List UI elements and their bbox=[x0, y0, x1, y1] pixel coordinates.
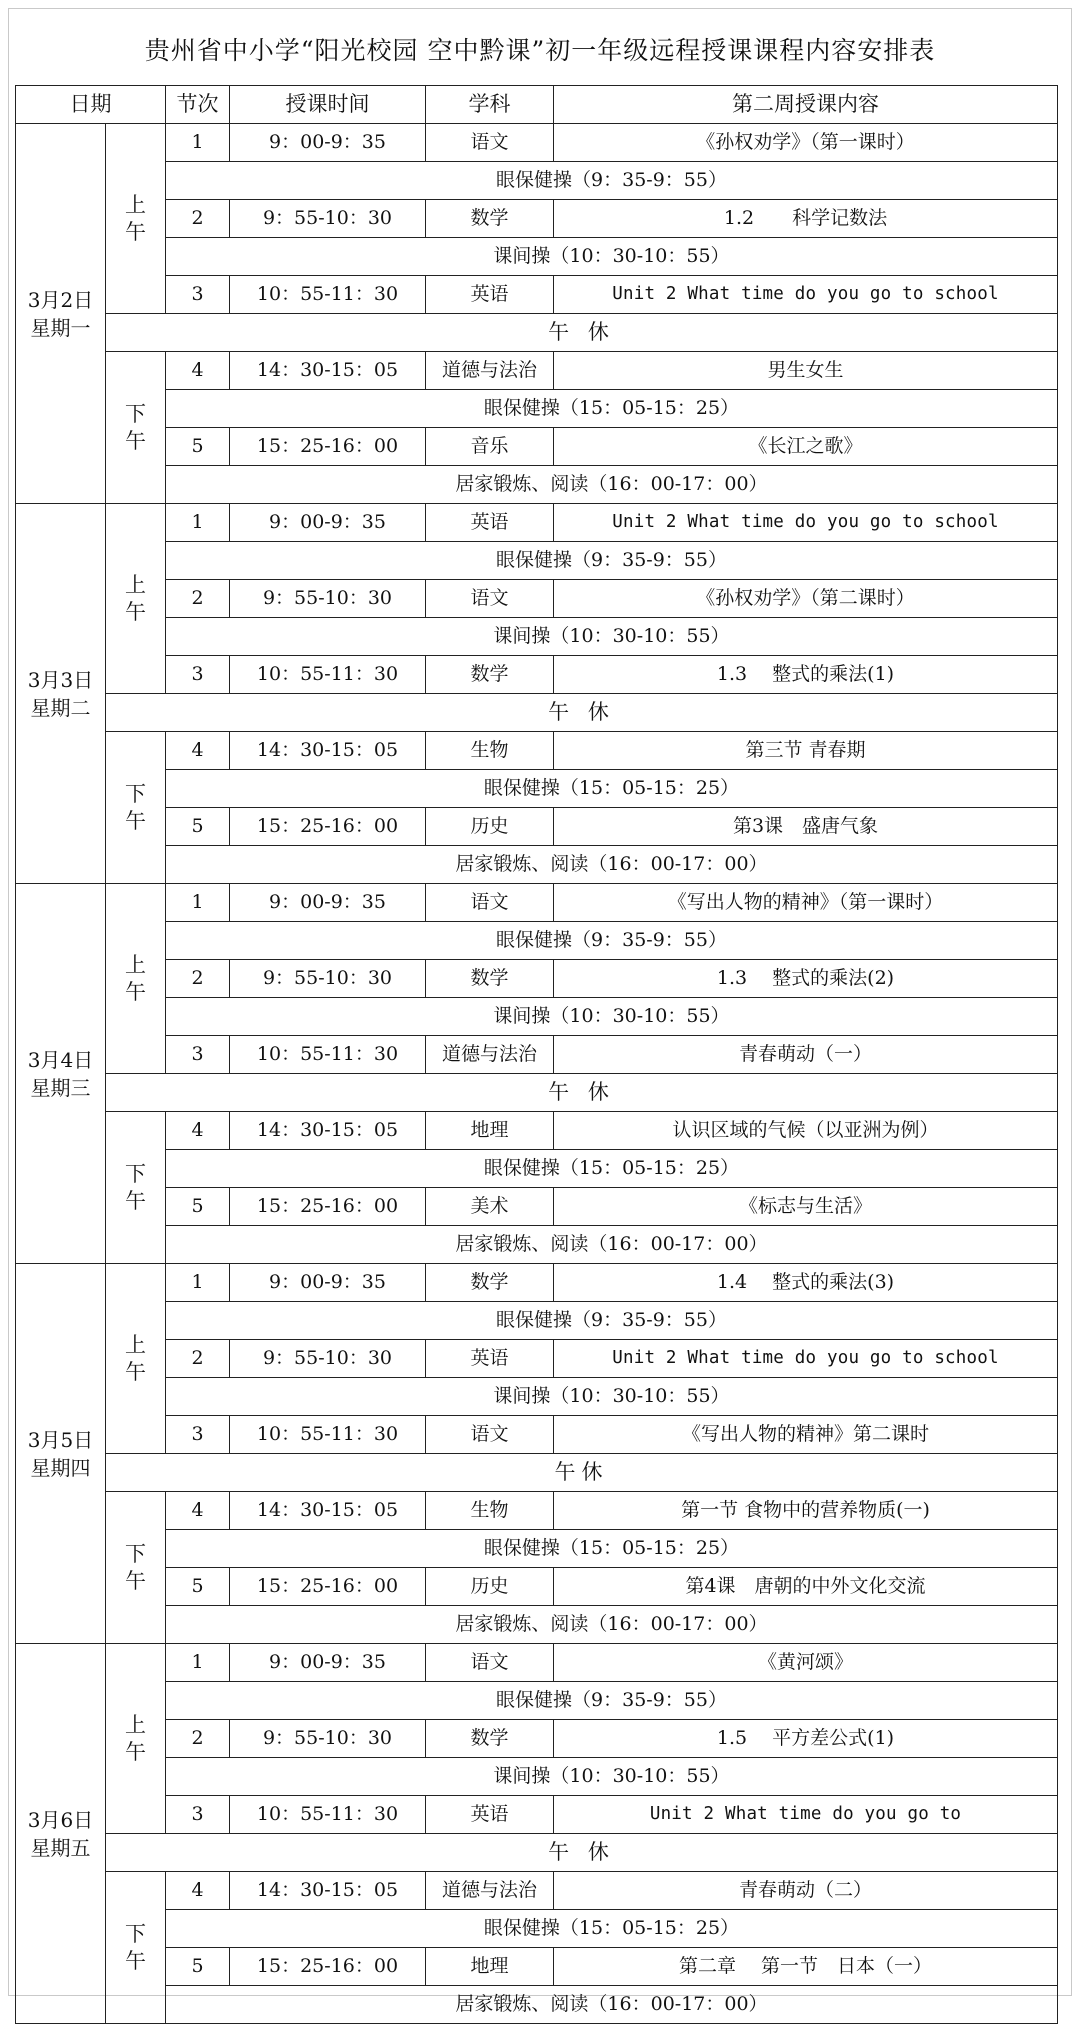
class-row bbox=[16, 1796, 1058, 1834]
class-row bbox=[16, 1568, 1058, 1606]
break-row bbox=[16, 238, 1058, 276]
break-cell: 居家锻炼、阅读（16：00-17：00） bbox=[166, 466, 1058, 504]
class-row bbox=[16, 352, 1058, 390]
subject-cell: 英语 bbox=[426, 276, 554, 314]
class-row bbox=[16, 276, 1058, 314]
class-row bbox=[16, 1720, 1058, 1758]
subject-cell: 音乐 bbox=[426, 428, 554, 466]
period-cell: 1 bbox=[166, 1644, 230, 1682]
break-cell: 眼保健操（9：35-9：55） bbox=[166, 162, 1058, 200]
content-cell: 第4课 唐朝的中外文化交流 bbox=[554, 1568, 1058, 1606]
lunch-row bbox=[16, 1074, 1058, 1112]
class-row bbox=[16, 808, 1058, 846]
time-cell: 14：30-15：05 bbox=[230, 732, 426, 770]
time-cell: 9：55-10：30 bbox=[230, 200, 426, 238]
time-cell: 9：55-10：30 bbox=[230, 1720, 426, 1758]
class-row bbox=[16, 428, 1058, 466]
break-cell: 眼保健操（15：05-15：25） bbox=[166, 1150, 1058, 1188]
class-row bbox=[16, 960, 1058, 998]
break-row bbox=[16, 542, 1058, 580]
break-cell: 居家锻炼、阅读（16：00-17：00） bbox=[166, 846, 1058, 884]
am-label-cell bbox=[106, 1644, 166, 1834]
schedule-body bbox=[16, 124, 1058, 2024]
class-row bbox=[16, 732, 1058, 770]
subject-cell: 语文 bbox=[426, 580, 554, 618]
header-subject: 学科 bbox=[426, 86, 554, 124]
period-cell: 4 bbox=[166, 1872, 230, 1910]
content-cell: Unit 2 What time do you go to school bbox=[554, 504, 1058, 542]
page-title: 贵州省中小学“阳光校园 空中黔课”初一年级远程授课课程内容安排表 bbox=[144, 36, 936, 65]
day-cell bbox=[16, 504, 106, 884]
header-content: 第二周授课内容 bbox=[554, 86, 1058, 124]
content-cell: 第三节 青春期 bbox=[554, 732, 1058, 770]
content-cell: 《孙权劝学》（第一课时） bbox=[554, 124, 1058, 162]
class-row bbox=[16, 1036, 1058, 1074]
time-cell: 14：30-15：05 bbox=[230, 1872, 426, 1910]
lunch-row bbox=[16, 314, 1058, 352]
half-day-label: 下午 bbox=[124, 782, 146, 833]
am-label-cell bbox=[106, 504, 166, 694]
day-weekday: 星期四 bbox=[30, 1455, 91, 1480]
class-row bbox=[16, 1340, 1058, 1378]
pm-label-cell bbox=[106, 732, 166, 884]
day-weekday: 星期三 bbox=[30, 1075, 91, 1100]
document-sheet bbox=[8, 8, 1072, 2016]
class-row bbox=[16, 1492, 1058, 1530]
half-day-label: 下午 bbox=[124, 1922, 146, 1973]
time-cell: 9：55-10：30 bbox=[230, 580, 426, 618]
period-cell: 3 bbox=[166, 1796, 230, 1834]
break-cell: 眼保健操（15：05-15：25） bbox=[166, 390, 1058, 428]
break-row bbox=[16, 1682, 1058, 1720]
content-cell: 《写出人物的精神》（第一课时） bbox=[554, 884, 1058, 922]
pm-label-cell bbox=[106, 1112, 166, 1264]
break-row bbox=[16, 1758, 1058, 1796]
day-date: 3月4日 bbox=[27, 1047, 94, 1072]
subject-cell: 美术 bbox=[426, 1188, 554, 1226]
break-cell: 眼保健操（9：35-9：55） bbox=[166, 922, 1058, 960]
subject-cell: 道德与法治 bbox=[426, 352, 554, 390]
lunch-cell: 午 休 bbox=[106, 694, 1058, 732]
class-row bbox=[16, 124, 1058, 162]
half-day-label: 下午 bbox=[124, 1162, 146, 1213]
content-cell: 1.4 整式的乘法(3) bbox=[554, 1264, 1058, 1302]
content-cell: 《标志与生活》 bbox=[554, 1188, 1058, 1226]
break-cell: 课间操（10：30-10：55） bbox=[166, 238, 1058, 276]
pm-label-cell bbox=[106, 1492, 166, 1644]
class-row bbox=[16, 1416, 1058, 1454]
subject-cell: 地理 bbox=[426, 1112, 554, 1150]
lunch-cell: 午 休 bbox=[106, 314, 1058, 352]
content-cell: 第一节 食物中的营养物质(一) bbox=[554, 1492, 1058, 1530]
break-row bbox=[16, 1986, 1058, 2024]
subject-cell: 道德与法治 bbox=[426, 1036, 554, 1074]
lunch-cell: 午休 bbox=[106, 1454, 1058, 1492]
class-row bbox=[16, 656, 1058, 694]
class-row bbox=[16, 884, 1058, 922]
break-cell: 居家锻炼、阅读（16：00-17：00） bbox=[166, 1606, 1058, 1644]
class-row bbox=[16, 580, 1058, 618]
period-cell: 5 bbox=[166, 1568, 230, 1606]
day-date: 3月3日 bbox=[27, 667, 94, 692]
break-row bbox=[16, 1530, 1058, 1568]
break-cell: 课间操（10：30-10：55） bbox=[166, 618, 1058, 656]
period-cell: 5 bbox=[166, 1948, 230, 1986]
lunch-row bbox=[16, 694, 1058, 732]
content-cell: 第二章 第一节 日本（一） bbox=[554, 1948, 1058, 1986]
time-cell: 9：00-9：35 bbox=[230, 1644, 426, 1682]
header-row bbox=[16, 86, 1058, 124]
period-cell: 3 bbox=[166, 656, 230, 694]
break-cell: 眼保健操（9：35-9：55） bbox=[166, 542, 1058, 580]
period-cell: 3 bbox=[166, 1416, 230, 1454]
break-cell: 眼保健操（15：05-15：25） bbox=[166, 1910, 1058, 1948]
time-cell: 15：25-16：00 bbox=[230, 428, 426, 466]
period-cell: 5 bbox=[166, 808, 230, 846]
pm-label-cell bbox=[106, 352, 166, 504]
content-cell: Unit 2 What time do you go to bbox=[554, 1796, 1058, 1834]
subject-cell: 生物 bbox=[426, 1492, 554, 1530]
time-cell: 9：55-10：30 bbox=[230, 1340, 426, 1378]
class-row bbox=[16, 1948, 1058, 1986]
content-cell: 《黄河颂》 bbox=[554, 1644, 1058, 1682]
half-day-label: 上午 bbox=[124, 573, 146, 624]
time-cell: 14：30-15：05 bbox=[230, 1492, 426, 1530]
lunch-cell: 午 休 bbox=[106, 1074, 1058, 1112]
subject-cell: 数学 bbox=[426, 1264, 554, 1302]
half-day-label: 下午 bbox=[124, 1542, 146, 1593]
header-period: 节次 bbox=[166, 86, 230, 124]
day-cell bbox=[16, 1644, 106, 2024]
content-cell: 男生女生 bbox=[554, 352, 1058, 390]
break-row bbox=[16, 922, 1058, 960]
time-cell: 10：55-11：30 bbox=[230, 1796, 426, 1834]
content-cell: 认识区域的气候（以亚洲为例） bbox=[554, 1112, 1058, 1150]
subject-cell: 英语 bbox=[426, 504, 554, 542]
subject-cell: 数学 bbox=[426, 960, 554, 998]
subject-cell: 历史 bbox=[426, 1568, 554, 1606]
break-row bbox=[16, 618, 1058, 656]
lunch-row bbox=[16, 1454, 1058, 1492]
break-row bbox=[16, 998, 1058, 1036]
time-cell: 9：00-9：35 bbox=[230, 1264, 426, 1302]
subject-cell: 历史 bbox=[426, 808, 554, 846]
subject-cell: 语文 bbox=[426, 124, 554, 162]
half-day-label: 上午 bbox=[124, 1333, 146, 1384]
content-cell: 青春萌动（一） bbox=[554, 1036, 1058, 1074]
period-cell: 5 bbox=[166, 428, 230, 466]
subject-cell: 语文 bbox=[426, 1644, 554, 1682]
pm-label-cell bbox=[106, 1872, 166, 2024]
content-cell: 1.3 整式的乘法(1) bbox=[554, 656, 1058, 694]
break-cell: 课间操（10：30-10：55） bbox=[166, 1758, 1058, 1796]
period-cell: 4 bbox=[166, 1492, 230, 1530]
subject-cell: 英语 bbox=[426, 1796, 554, 1834]
content-cell: 1.2 科学记数法 bbox=[554, 200, 1058, 238]
period-cell: 1 bbox=[166, 124, 230, 162]
subject-cell: 数学 bbox=[426, 656, 554, 694]
subject-cell: 数学 bbox=[426, 1720, 554, 1758]
day-weekday: 星期五 bbox=[30, 1835, 91, 1860]
half-day-label: 上午 bbox=[124, 193, 146, 244]
half-day-label: 上午 bbox=[124, 1713, 146, 1764]
header-time: 授课时间 bbox=[230, 86, 426, 124]
subject-cell: 生物 bbox=[426, 732, 554, 770]
period-cell: 5 bbox=[166, 1188, 230, 1226]
content-cell: 青春萌动（二） bbox=[554, 1872, 1058, 1910]
break-cell: 眼保健操（9：35-9：55） bbox=[166, 1302, 1058, 1340]
subject-cell: 地理 bbox=[426, 1948, 554, 1986]
time-cell: 10：55-11：30 bbox=[230, 276, 426, 314]
class-row bbox=[16, 1644, 1058, 1682]
content-cell: 1.5 平方差公式(1) bbox=[554, 1720, 1058, 1758]
period-cell: 2 bbox=[166, 200, 230, 238]
time-cell: 14：30-15：05 bbox=[230, 352, 426, 390]
subject-cell: 语文 bbox=[426, 1416, 554, 1454]
content-cell: Unit 2 What time do you go to school bbox=[554, 276, 1058, 314]
day-cell bbox=[16, 124, 106, 504]
am-label-cell bbox=[106, 884, 166, 1074]
am-label-cell bbox=[106, 1264, 166, 1454]
time-cell: 10：55-11：30 bbox=[230, 1416, 426, 1454]
time-cell: 15：25-16：00 bbox=[230, 808, 426, 846]
break-row bbox=[16, 1910, 1058, 1948]
content-cell: 《孙权劝学》（第二课时） bbox=[554, 580, 1058, 618]
period-cell: 3 bbox=[166, 276, 230, 314]
period-cell: 1 bbox=[166, 504, 230, 542]
break-row bbox=[16, 770, 1058, 808]
break-row bbox=[16, 466, 1058, 504]
day-weekday: 星期一 bbox=[30, 315, 91, 340]
time-cell: 9：00-9：35 bbox=[230, 124, 426, 162]
content-cell: 1.3 整式的乘法(2) bbox=[554, 960, 1058, 998]
subject-cell: 英语 bbox=[426, 1340, 554, 1378]
break-cell: 课间操（10：30-10：55） bbox=[166, 998, 1058, 1036]
break-cell: 居家锻炼、阅读（16：00-17：00） bbox=[166, 1226, 1058, 1264]
content-cell: 《写出人物的精神》第二课时 bbox=[554, 1416, 1058, 1454]
time-cell: 14：30-15：05 bbox=[230, 1112, 426, 1150]
class-row bbox=[16, 1112, 1058, 1150]
class-row bbox=[16, 504, 1058, 542]
content-cell: 第3课 盛唐气象 bbox=[554, 808, 1058, 846]
break-cell: 眼保健操（15：05-15：25） bbox=[166, 770, 1058, 808]
time-cell: 9：00-9：35 bbox=[230, 504, 426, 542]
time-cell: 10：55-11：30 bbox=[230, 656, 426, 694]
break-row bbox=[16, 1378, 1058, 1416]
break-row bbox=[16, 390, 1058, 428]
time-cell: 15：25-16：00 bbox=[230, 1188, 426, 1226]
day-date: 3月6日 bbox=[27, 1807, 94, 1832]
period-cell: 2 bbox=[166, 1340, 230, 1378]
break-cell: 眼保健操（15：05-15：25） bbox=[166, 1530, 1058, 1568]
class-row bbox=[16, 1188, 1058, 1226]
lunch-row bbox=[16, 1834, 1058, 1872]
break-row bbox=[16, 846, 1058, 884]
break-row bbox=[16, 1226, 1058, 1264]
period-cell: 2 bbox=[166, 1720, 230, 1758]
schedule-table bbox=[15, 85, 1058, 2024]
period-cell: 1 bbox=[166, 1264, 230, 1302]
break-row bbox=[16, 162, 1058, 200]
period-cell: 2 bbox=[166, 960, 230, 998]
class-row bbox=[16, 200, 1058, 238]
time-cell: 15：25-16：00 bbox=[230, 1568, 426, 1606]
break-row bbox=[16, 1606, 1058, 1644]
header-date: 日期 bbox=[16, 86, 166, 124]
period-cell: 4 bbox=[166, 732, 230, 770]
period-cell: 4 bbox=[166, 352, 230, 390]
class-row bbox=[16, 1264, 1058, 1302]
day-cell bbox=[16, 884, 106, 1264]
day-date: 3月2日 bbox=[27, 287, 94, 312]
time-cell: 9：55-10：30 bbox=[230, 960, 426, 998]
period-cell: 2 bbox=[166, 580, 230, 618]
day-cell bbox=[16, 1264, 106, 1644]
time-cell: 10：55-11：30 bbox=[230, 1036, 426, 1074]
time-cell: 15：25-16：00 bbox=[230, 1948, 426, 1986]
break-cell: 眼保健操（9：35-9：55） bbox=[166, 1682, 1058, 1720]
break-cell: 居家锻炼、阅读（16：00-17：00） bbox=[166, 1986, 1058, 2024]
break-row bbox=[16, 1302, 1058, 1340]
half-day-label: 下午 bbox=[124, 402, 146, 453]
content-cell: 《长江之歌》 bbox=[554, 428, 1058, 466]
day-date: 3月5日 bbox=[27, 1427, 94, 1452]
lunch-cell: 午 休 bbox=[106, 1834, 1058, 1872]
subject-cell: 语文 bbox=[426, 884, 554, 922]
am-label-cell bbox=[106, 124, 166, 314]
content-cell: Unit 2 What time do you go to school bbox=[554, 1340, 1058, 1378]
day-weekday: 星期二 bbox=[30, 695, 91, 720]
period-cell: 4 bbox=[166, 1112, 230, 1150]
subject-cell: 道德与法治 bbox=[426, 1872, 554, 1910]
time-cell: 9：00-9：35 bbox=[230, 884, 426, 922]
class-row bbox=[16, 1872, 1058, 1910]
break-cell: 课间操（10：30-10：55） bbox=[166, 1378, 1058, 1416]
subject-cell: 数学 bbox=[426, 200, 554, 238]
period-cell: 1 bbox=[166, 884, 230, 922]
period-cell: 3 bbox=[166, 1036, 230, 1074]
break-row bbox=[16, 1150, 1058, 1188]
half-day-label: 上午 bbox=[124, 953, 146, 1004]
